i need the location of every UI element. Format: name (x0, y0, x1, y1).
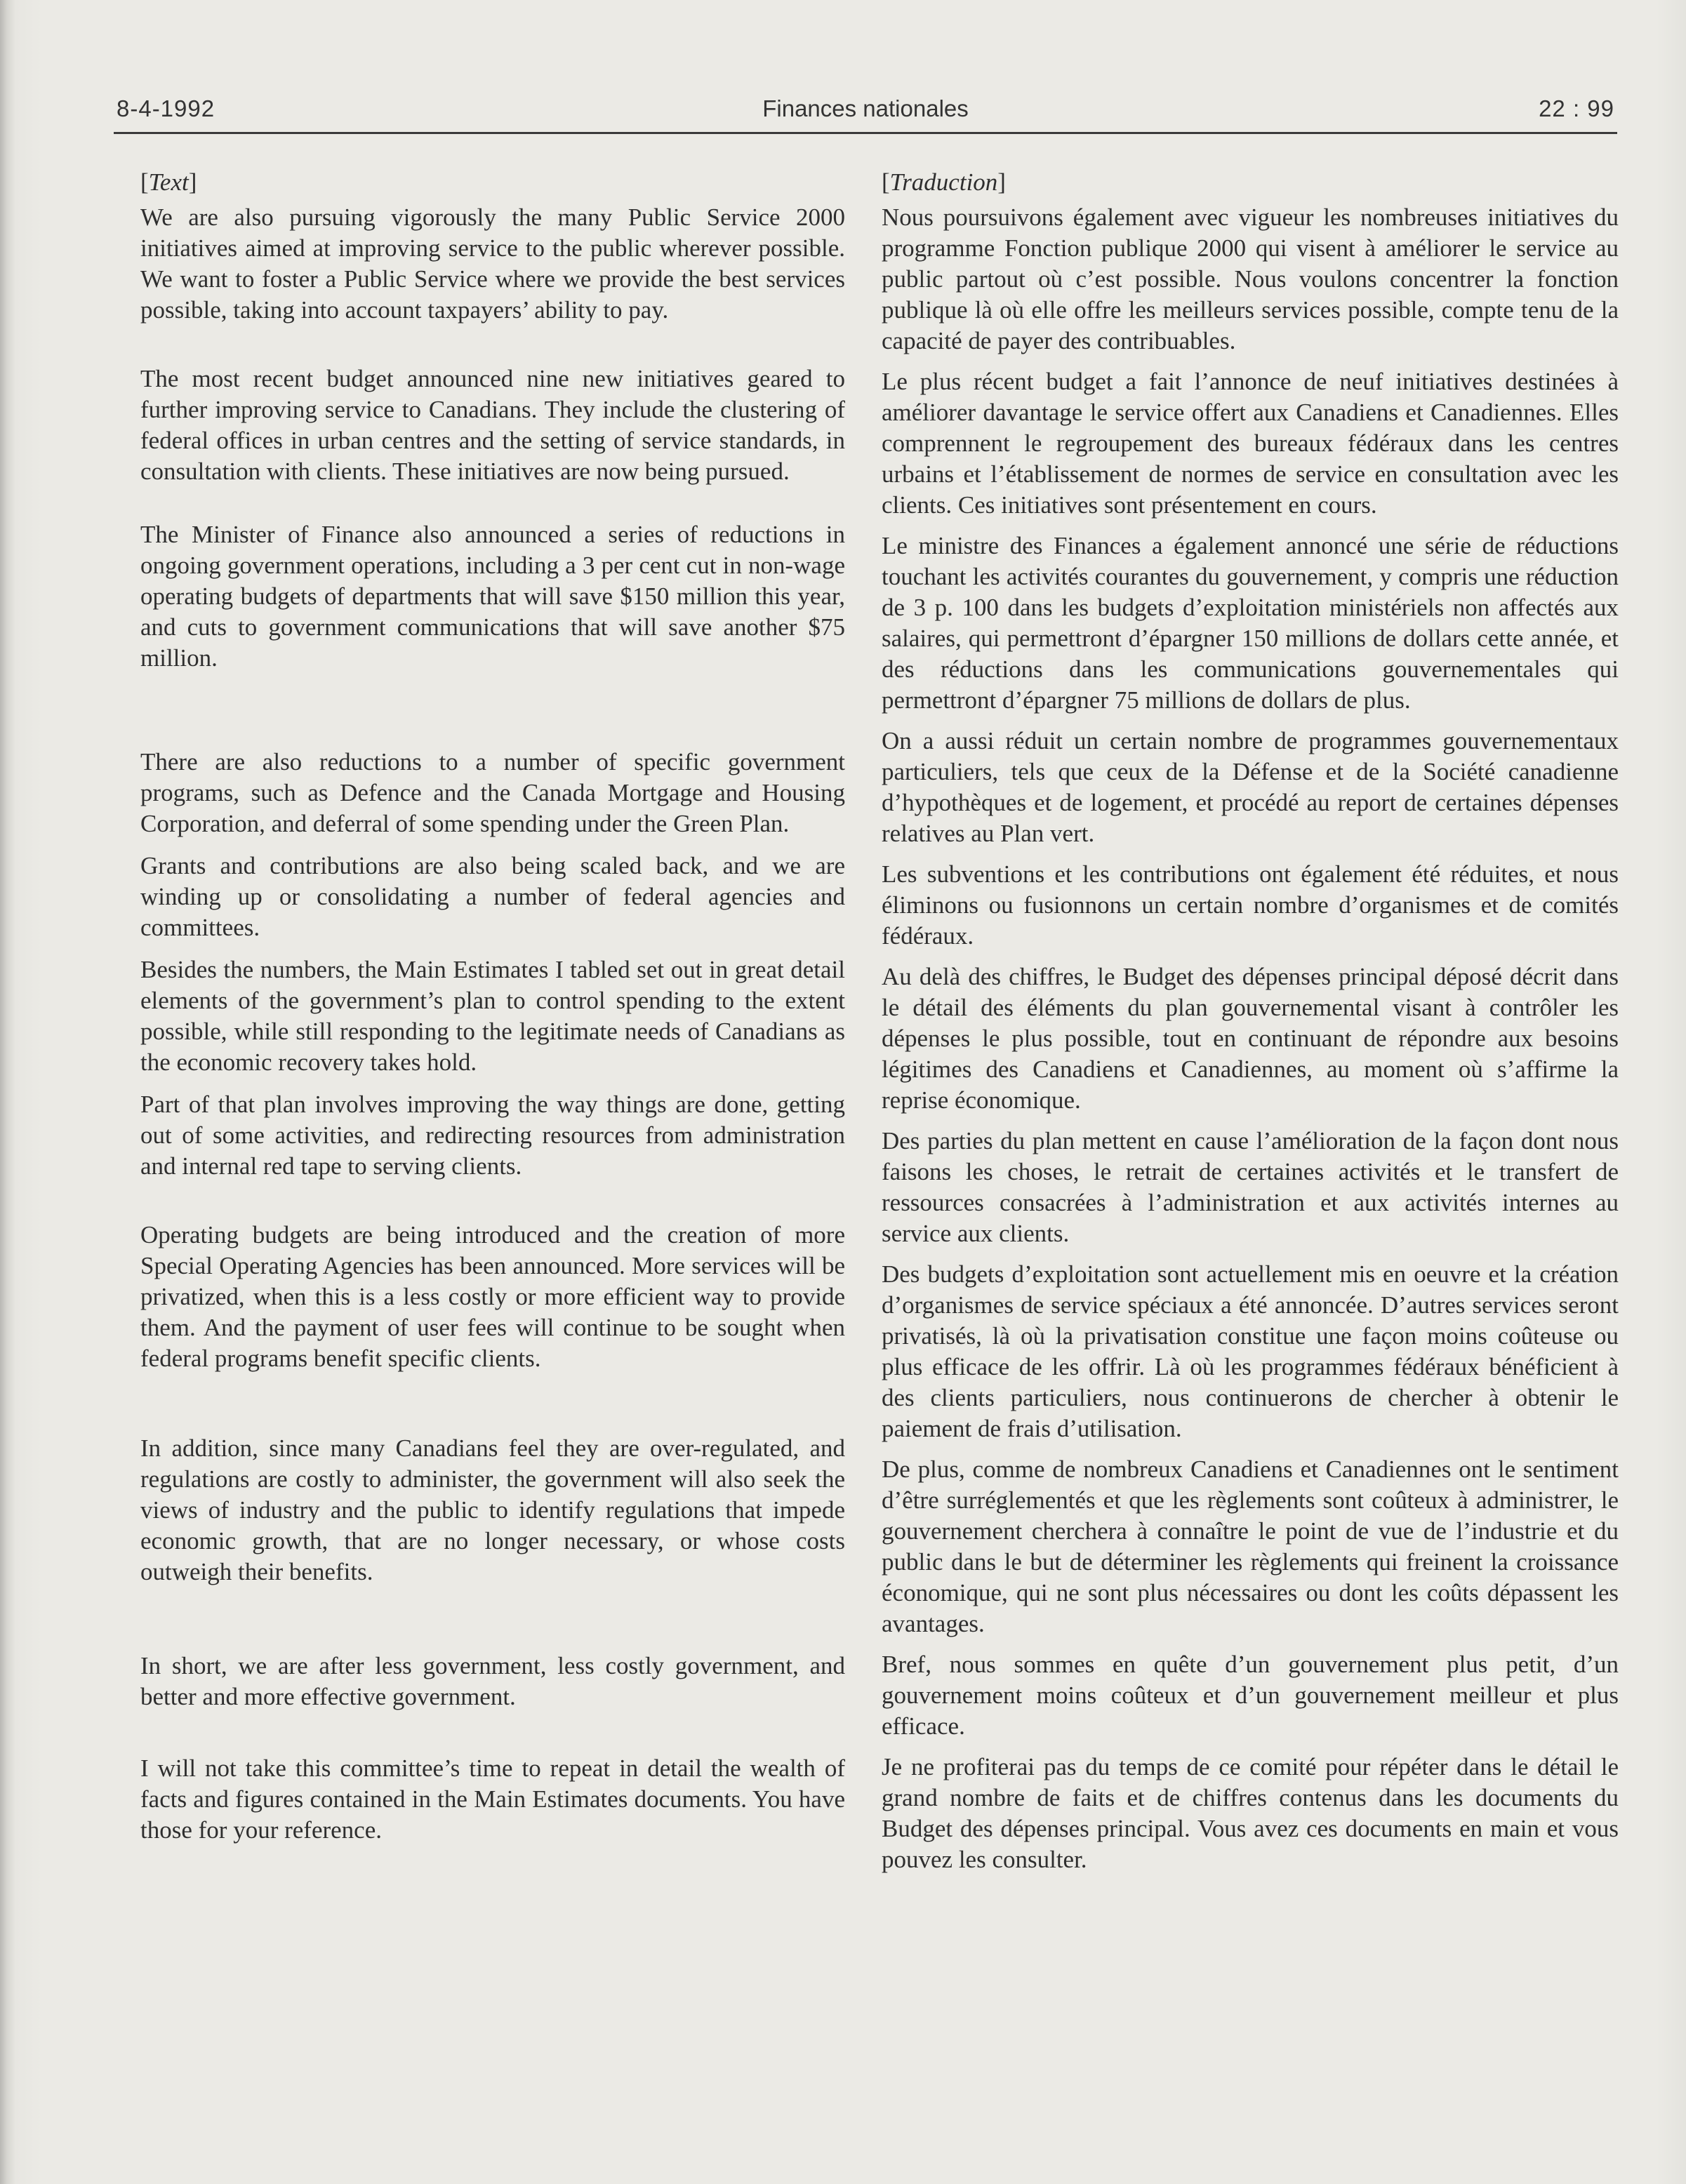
paragraph: Part of that plan involves improving the way things are done, getting out of some activities, and redirecting resources from administration and internal red tape to serving clients. (140, 1091, 845, 1180)
paragraph: The Minister of Finance also announced a series of reductions in ongoing government operations, including a 3 per cent cut in non-wage operating budgets of departments that will save $150 million this year, and cuts to government communications that will save another $75 million. (140, 521, 845, 672)
paragraph: Les subventions et les contributions ont également été réduites, et nous éliminons ou fusionnons un certain nombre d’organismes et de comités fédéraux. (882, 860, 1619, 950)
paragraph: Je ne profiterai pas du temps de ce comité pour répéter dans le détail le grand nombre de faits et de chiffres contenus dans les documents du Budget des dépenses principal. Vous avez ces documents en main et vous pouvez les consulter. (882, 1753, 1619, 1873)
paragraph: Grants and contributions are also being scaled back, and we are winding up or consolidating a number of federal agencies and committees. (140, 852, 845, 941)
header-page-number: 22 : 99 (1539, 95, 1614, 121)
section-label-traduction-value: Traduction (889, 168, 998, 196)
paragraph: De plus, comme de nombreux Canadiens et Canadiennes ont le sentiment d’être surréglementés et que les règlements sont coûteux à administrer, le gouvernement cherchera à connaître le point de vue de l’industrie et du public dans le but de déterminer les règlements qui freinent la croissance économique, qui ne sont plus nécessaires ou dont les coûts dépassent les avantages. (882, 1456, 1619, 1637)
paragraph: Le ministre des Finances a également annoncé une série de réductions touchant les activités courantes du gouvernement, y compris une réduction de 3 p. 100 dans les budgets d’exploitation ministériels non affectés aux salaires, qui permettront d’épargner 150 millions de dollars cette année, et des réductions dans les communications gouvernementales qui permettront d’épargner 75 millions de dollars de plus. (882, 532, 1619, 714)
paragraph: Bref, nous sommes en quête d’un gouvernement plus petit, d’un gouvernement moins coûteux et d’un gouvernement meilleur et plus efficace. (882, 1651, 1619, 1740)
paragraph: Besides the numbers, the Main Estimates I tabled set out in great detail elements of the government’s plan to control spending to the extent possible, while still responding to the legitimate needs of Canadians as the economic recovery takes hold. (140, 956, 845, 1076)
french-column (882, 167, 1619, 1875)
paragraph: The most recent budget announced nine new initiatives geared to further improving service to Canadians. They include the clustering of federal offices in urban centres and the setting of service standards, in consultation with clients. These initiatives are now being pursued. (140, 365, 845, 485)
paragraph: Le plus récent budget a fait l’annonce de neuf initiatives destinées à améliorer davantage le service offert aux Canadiens et Canadiennes. Elles comprennent le regroupement des bureaux fédéraux dans les centres urbains et l’établissement de normes de service en consultation avec les clients. Ces initiatives sont présentement en cours. (882, 368, 1619, 519)
section-label-text: [Text] (140, 168, 197, 196)
paragraph: On a aussi réduit un certain nombre de programmes gouvernementaux particuliers, tels que ceux de la Défense et de la Société canadienne d’hypothèques et de logement, et procédé au report de certaines dépenses relatives au Plan vert. (882, 727, 1619, 847)
english-column (140, 167, 845, 1846)
paragraph: We are also pursuing vigorously the many Public Service 2000 initiatives aimed at improving service to the public wherever possible. We want to foster a Public Service where we provide the best services possible, taking into account taxpayers’ ability to pay. (140, 204, 845, 324)
paragraph: Operating budgets are being introduced and the creation of more Special Operating Agencies has been announced. More services will be privatized, when this is a less costly or more efficient way to provide them. And the payment of user fees will continue to be sought when federal programs benefit specific clients. (140, 1221, 845, 1372)
paragraph: Des budgets d’exploitation sont actuellement mis en oeuvre et la création d’organismes de service spéciaux a été annoncée. D’autres services seront privatisés, là où la privatisation constitue une façon moins coûteuse ou plus efficace de les offrir. Là où les programmes fédéraux bénéficient à des clients particuliers, nous continuerons de chercher à obtenir le paiement de frais d’utilisation. (882, 1260, 1619, 1442)
page-header (114, 94, 1617, 134)
header-date: 8-4-1992 (117, 95, 215, 121)
paragraph: Au delà des chiffres, le Budget des dépenses principal déposé décrit dans le détail des éléments du plan gouvernemental visant à contrôler les dépenses le plus possible, tout en continuant de répondre aux besoins légitimes des Canadiens et Canadiennes, au moment où s’affirme la reprise économique. (882, 963, 1619, 1114)
header-title: Finances nationales (762, 95, 969, 121)
paragraph: In short, we are after less government, less costly government, and better and more effective government. (140, 1652, 845, 1710)
paragraph: Nous poursuivons également avec vigueur les nombreuses initiatives du programme Fonction publique 2000 qui visent à améliorer le service au public partout où c’est possible. Nous voulons concentrer la fonction publique là où elle offre les meilleurs services possible, compte tenu de la capacité de payer des contribuables. (882, 204, 1619, 354)
section-label-text-value: Text (148, 168, 189, 196)
paragraph: Des parties du plan mettent en cause l’amélioration de la façon dont nous faisons les choses, le retrait de certaines activités et le transfert de ressources consacrées à l’administration et aux activités internes au service aux clients. (882, 1127, 1619, 1247)
paragraph: I will not take this committee’s time to repeat in detail the wealth of facts and figures contained in the Main Estimates documents. You have those for your reference. (140, 1754, 845, 1844)
section-label-traduction: [Traduction] (882, 168, 1006, 196)
paragraph: In addition, since many Canadians feel they are over-regulated, and regulations are costly to administer, the government will also seek the views of industry and the public to identify regulations that impede economic growth, that are no longer necessary, or whose costs outweigh their benefits. (140, 1434, 845, 1585)
paragraph: There are also reductions to a number of specific government programs, such as Defence and the Canada Mortgage and Housing Corporation, and deferral of some spending under the Green Plan. (140, 748, 845, 837)
